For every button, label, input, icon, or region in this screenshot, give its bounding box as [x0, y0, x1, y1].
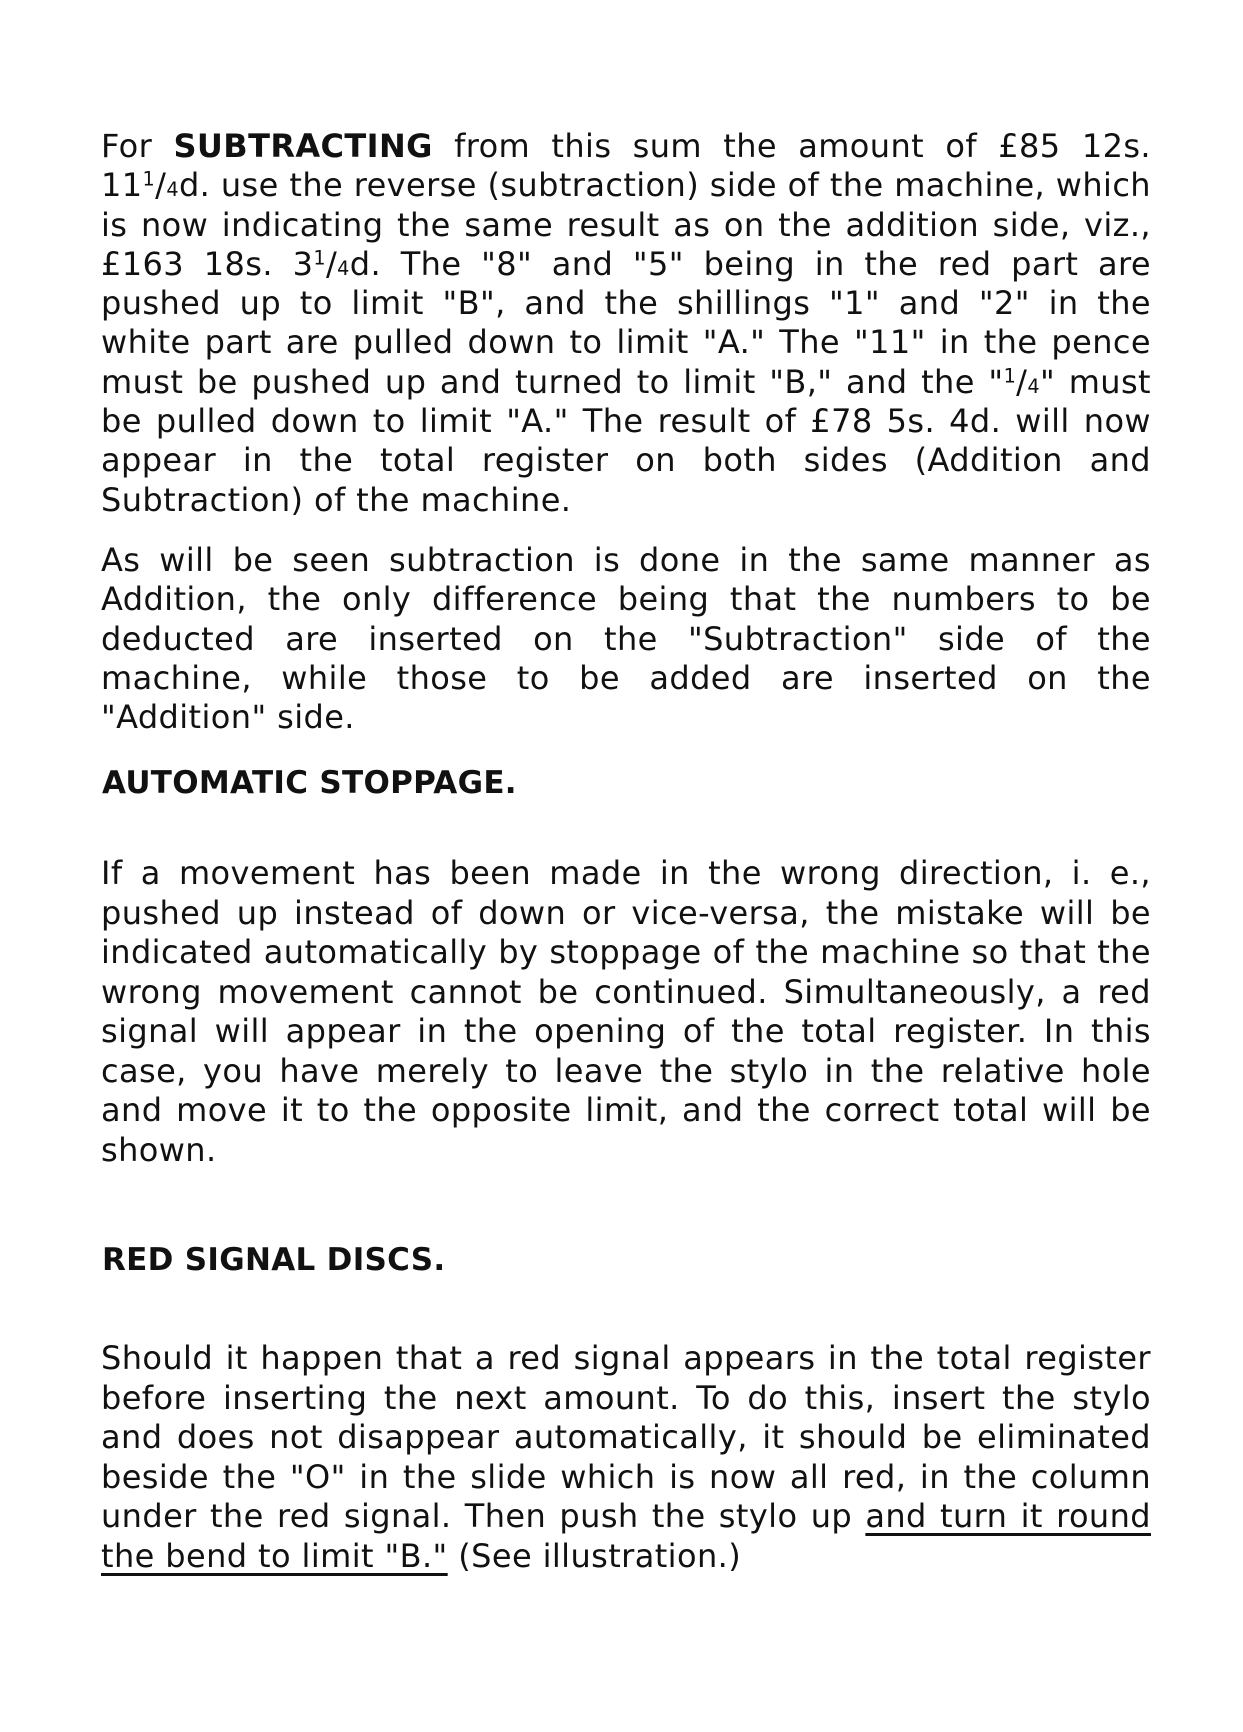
- paragraph-lead: For: [101, 127, 174, 165]
- fraction-1-denominator: 4: [166, 178, 179, 202]
- red-signal-text: Should it happen that a red signal appears in the total register before inserting the next amount. To do this, insert the stylo and does not disappear automatically, it should be eliminated beside the "O" in the slide which is now all red, in the column under the red signal. Then push the stylo up: [101, 1339, 1151, 1535]
- subtraction-paragraph: For SUBTRACTING from this sum the amount of £85 12s. $11^1/4d$. use the reverse (subtraction) side of the machine, which is now indicating the same result as on the addition side, viz., £163 18s. $3^1/4d$. The "8" and "5" being in the red part are pushed up to limit "B", and the shillings "1" and "2" in the white part are pulled down to limit "A." The "11" in the pence must be pushed up and turned to limit "B," and the "$^1$/4" must be pulled down to limit "A." The result of £78 5s. 4d. will now appear in the total register on both sides (Addition and Subtraction) of the machine.: [101, 127, 1151, 519]
- underlined-instruction: and turn it round the bend to limit "B.": [101, 1497, 1151, 1575]
- paragraph-text-part-3: d. The "8" and "5" being in the red part are pushed up to limit "B", and the shillings "1" and "2" in the white part are pulled down to limit "A." The "11" in the pence must be pushed up and turned to limit "B," and the ": [101, 244, 1151, 401]
- paragraph-text-part-1: from this sum the amount of £85 12s. 11: [101, 127, 1151, 205]
- fraction-1-numerator: 1: [142, 167, 156, 191]
- fraction-3-numerator: 1: [1003, 364, 1017, 388]
- paragraph-text-part-4: " must be pulled down to limit "A." The result of £78 5s. 4d. will now appear in the total register on both sides (Addition and Subtraction) of the machine.: [101, 362, 1151, 519]
- red-signal-discs-heading: RED SIGNAL DISCS.: [102, 1242, 446, 1278]
- paragraph-text-part-2: d. use the reverse (subtraction) side of the machine, which is now indicating the same result as on the addition side, viz., £163 18s. 3: [101, 166, 1151, 283]
- fraction-2-denominator: 4: [337, 256, 350, 280]
- automatic-stoppage-heading: AUTOMATIC STOPPAGE.: [102, 765, 517, 801]
- see-illustration-note: (See illustration.): [447, 1536, 742, 1575]
- automatic-stoppage-paragraph: If a movement has been made in the wrong direction, i. e., pushed up instead of down or vice-versa, the mistake will be indicated automatically by stoppage of the machine so that the wrong movement cannot be continued. Simultaneously, a red signal will appear in the opening of the total register. In this case, you have merely to leave the stylo in the relative hole and move it to the opposite limit, and the correct total will be shown.: [101, 854, 1151, 1169]
- subtracting-keyword: SUBTRACTING: [173, 127, 433, 165]
- red-signal-discs-paragraph: [101, 1339, 1151, 1576]
- subtraction-method-paragraph: As will be seen subtraction is done in the same manner as Addition, the only difference being that the numbers to be deducted are inserted on the "Subtraction" side of the machine, while those to be added are inserted on the "Addition" side.: [101, 541, 1151, 737]
- document-page: [101, 0, 1151, 1732]
- fraction-2-numerator: 1: [313, 246, 326, 270]
- fraction-3-denominator: 4: [1027, 374, 1040, 398]
